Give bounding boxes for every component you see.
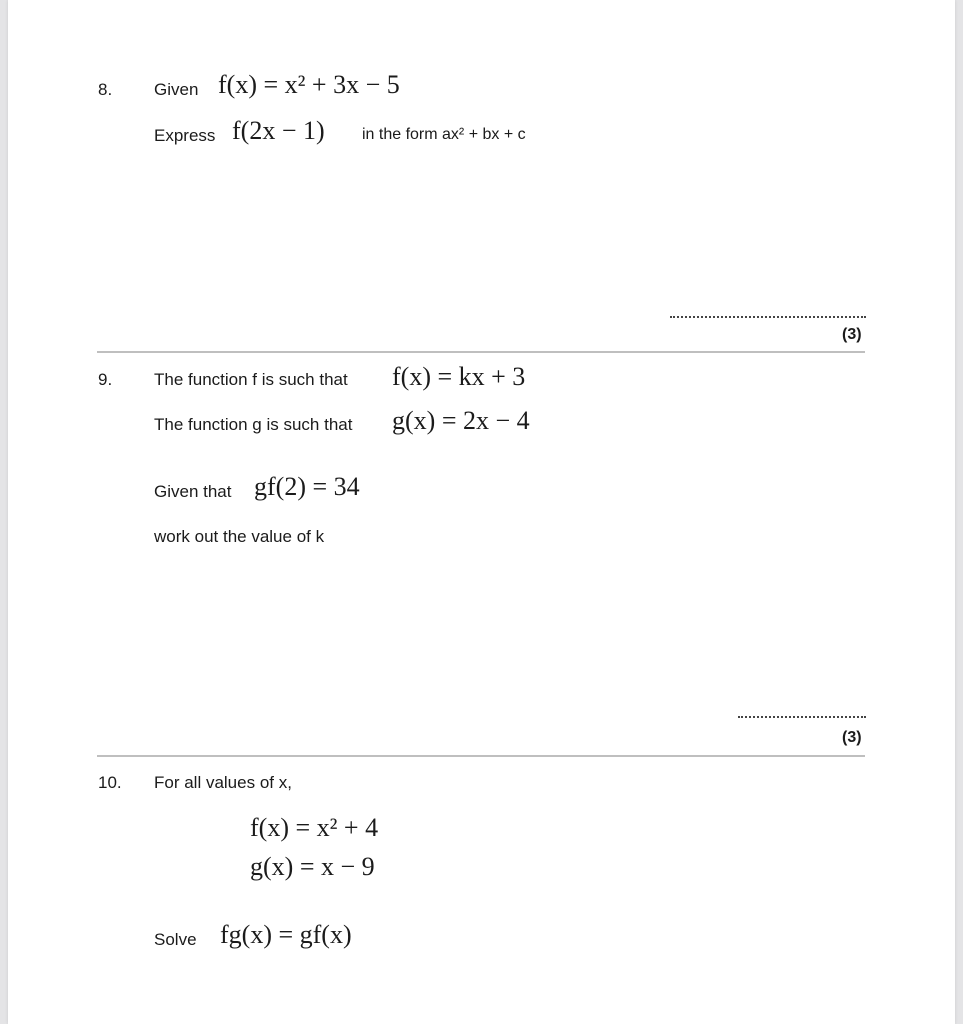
q8-express-expression: f(2x − 1)	[232, 116, 325, 145]
q9-line1-label: The function f is such that	[154, 370, 348, 389]
question-number-10: 10.	[98, 773, 122, 792]
q10-solve-expression: fg(x) = gf(x)	[220, 920, 352, 949]
q10-g-expression: g(x) = x − 9	[250, 852, 375, 881]
worksheet-page	[8, 0, 955, 1024]
q9-instruction: work out the value of k	[154, 527, 325, 546]
q10-intro: For all values of x,	[154, 773, 292, 792]
q8-express-label: Express	[154, 126, 216, 145]
q8-divider	[97, 351, 865, 353]
q8-marks: (3)	[842, 326, 862, 343]
q9-g-expression: g(x) = 2x − 4	[392, 406, 530, 435]
q10-solve-label: Solve	[154, 930, 197, 949]
q8-form-text: in the form ax² + bx + c	[362, 126, 526, 143]
question-number-9: 9.	[98, 370, 113, 389]
q9-line2-label: The function g is such that	[154, 415, 353, 434]
q9-marks: (3)	[842, 729, 862, 746]
q9-given-label: Given that	[154, 482, 232, 501]
q9-f-expression: f(x) = kx + 3	[392, 362, 526, 391]
q8-answer-line	[670, 316, 866, 318]
q8-given-expression: f(x) = x² + 3x − 5	[218, 70, 400, 99]
q9-divider	[97, 755, 865, 757]
q10-f-expression: f(x) = x² + 4	[250, 813, 379, 842]
q8-given-label: Given	[154, 80, 199, 99]
q9-answer-line	[738, 716, 866, 718]
question-number-8: 8.	[98, 80, 113, 99]
q9-given-expression: gf(2) = 34	[254, 472, 360, 501]
